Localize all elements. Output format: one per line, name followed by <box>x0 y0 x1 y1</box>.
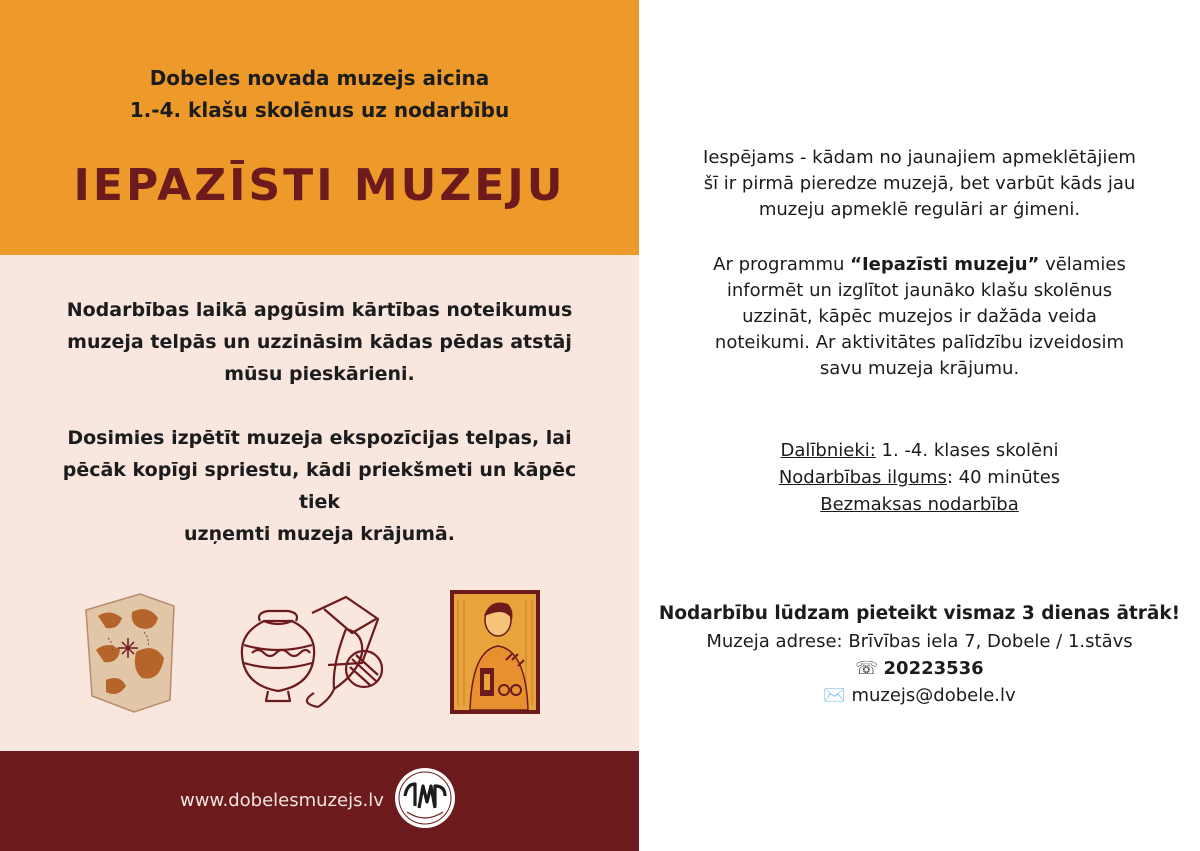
email-line <box>639 683 1200 709</box>
paragraph-line: šī ir pirmā pieredze muzejā, bet varbūt kāds jau <box>703 173 1136 194</box>
intro-line-2: 1.-4. klašu skolēnus uz nodarbību <box>129 98 510 122</box>
paragraph-line: pēcāk kopīgi spriestu, kādi priekšmeti un kāpēc tiek <box>62 459 577 513</box>
paragraph-line: Dosimies izpētīt muzeja ekspozīcijas telpas, lai <box>67 427 572 449</box>
phone-icon: ☏ <box>855 658 878 679</box>
duration-value: : 40 minūtes <box>946 467 1061 488</box>
participants-line <box>639 438 1200 464</box>
text-span: Ar programmu <box>713 254 851 275</box>
email-address[interactable]: muzejs@dobele.lv <box>851 685 1016 706</box>
paragraph-line: Iespējams - kādam no jaunajiem apmeklētājiem <box>703 147 1136 168</box>
right-panel <box>639 0 1200 851</box>
participants-value: 1. -4. klases skolēni <box>875 440 1059 461</box>
phone-number[interactable]: 20223536 <box>883 658 984 679</box>
email-icon: ✉️ <box>823 685 846 706</box>
paragraph-line: Nodarbības laikā apgūsim kārtības noteikumus <box>66 299 573 321</box>
participants-label: Dalībnieki: <box>780 440 876 461</box>
paragraph-line: muzeja telpās un uzzināsim kādas pēdas atstāj <box>67 331 572 353</box>
address: Muzeja adrese: Brīvības iela 7, Dobele / 1.stāvs <box>706 631 1133 652</box>
intro-line-1: Dobeles novada muzejs aicina <box>149 66 490 90</box>
paragraph-line: informēt un izglītot jaunāko klašu skolēnus <box>726 280 1113 301</box>
left-paragraph-1 <box>60 294 579 390</box>
paragraph-line: uzņemti muzeja krājumā. <box>184 523 455 545</box>
poster-title: IEPAZĪSTI MUZEJU <box>73 160 566 211</box>
paragraph-line: muzeju apmeklē regulāri ar ģimeni. <box>758 199 1081 220</box>
pottery-icon <box>238 593 388 711</box>
left-paragraph-2 <box>60 422 579 550</box>
map-icon <box>78 588 178 716</box>
museum-logo-icon <box>393 766 457 830</box>
program-name: “Iepazīsti muzeju” <box>850 254 1040 275</box>
duration-line <box>639 465 1200 491</box>
duration-label: Nodarbības ilgums <box>778 467 947 488</box>
paragraph-line: noteikumi. Ar aktivitātes palīdzību izveidosim <box>714 332 1125 353</box>
website-link[interactable]: www.dobelesmuzejs.lv <box>180 790 384 811</box>
paragraph-line: uzzināt, kāpēc muzejos ir dažāda veida <box>742 306 1097 327</box>
free-of-charge: Bezmaksas nodarbība <box>820 494 1019 515</box>
booking-notice: Nodarbību lūdzam pieteikt vismaz 3 dienas ātrāk! <box>658 603 1181 624</box>
header-band <box>0 0 639 255</box>
portrait-icon <box>450 590 540 714</box>
text-span: vēlamies <box>1039 254 1126 275</box>
paragraph-line: mūsu pieskārieni. <box>224 363 415 385</box>
phone-line <box>639 656 1200 682</box>
paragraph-line: savu muzeja krājumu. <box>819 358 1020 379</box>
paragraph-line <box>639 252 1200 278</box>
